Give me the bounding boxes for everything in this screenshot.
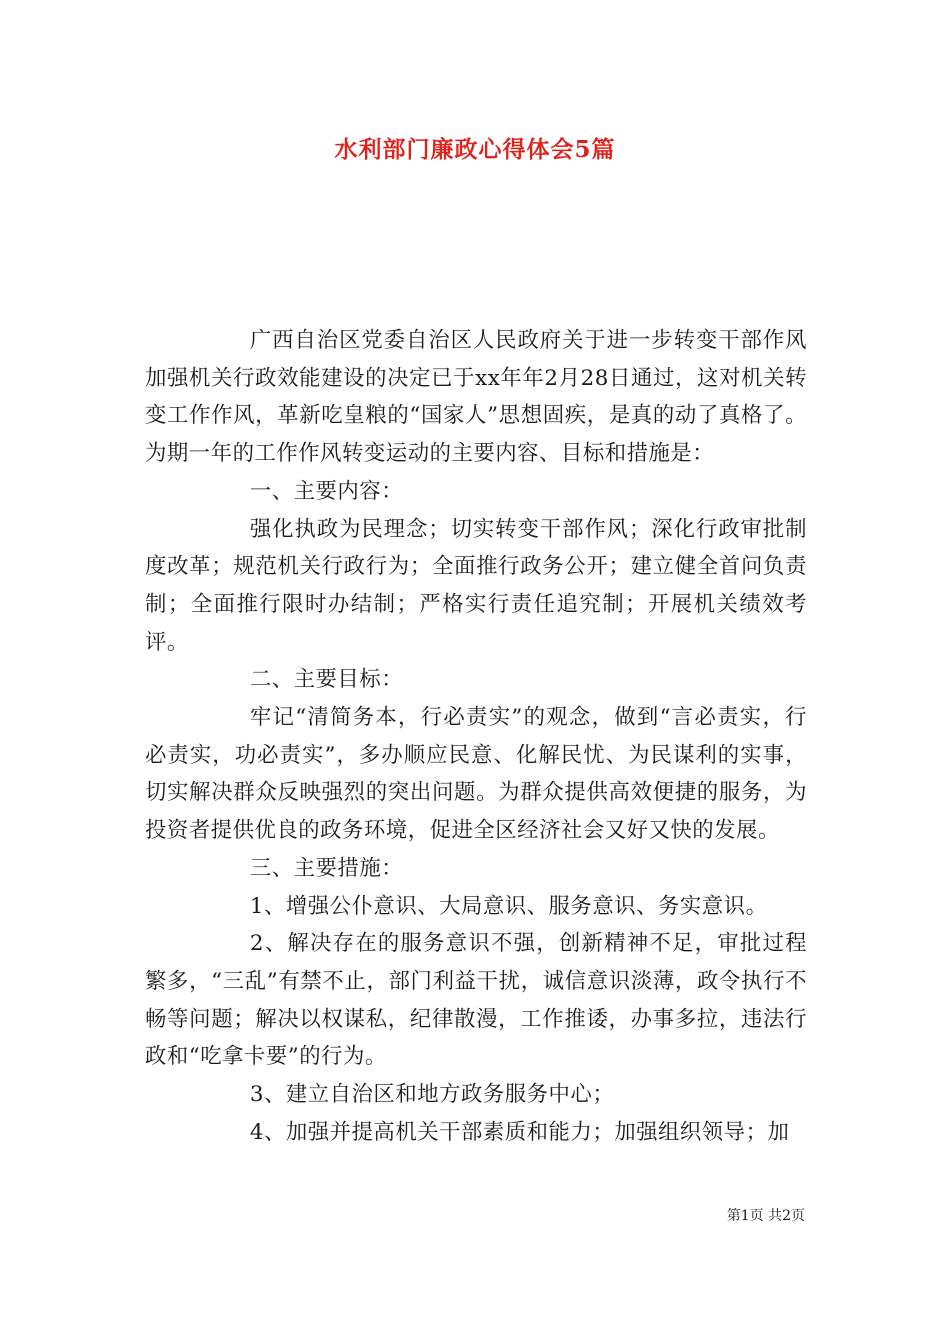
heading-main-measures: 三、主要措施： [249,855,404,881]
document-body [145,322,807,1151]
paragraph-main-content: 强化执政为民理念；切实转变干部作风；深化行政审批制度改革；规范机关行政行为；全面推行政务公开；建立健全首问负责制；全面推行限时办结制；严格实行责任追究制；开展机关绩效考评。 [145,516,807,655]
paragraph-main-goals: 牢记“清简务本，行必责实”的观念，做到“言必责实，行必责实，功必责实”，多办顺应民意、化解民忧、为民谋利的实事，切实解决群众反映强烈的突出问题。为群众提供高效便捷的服务，为投资者提供优良的政务环境，促进全区经济社会又好又快的发展。 [145,705,807,844]
measure-item-2: 2、解决存在的服务意识不强，创新精神不足，审批过程繁多，“三乱”有禁不止，部门利益干扰，诚信意识淡薄，政令执行不畅等问题；解决以权谋私，纪律散漫，工作推诿，办事多拉，违法行政和“吃拿卡要”的行为。 [145,931,807,1070]
measure-item-3: 3、建立自治区和地方政务服务中心； [249,1082,615,1108]
heading-main-goals: 二、主要目标： [249,667,404,693]
heading-main-content: 一、主要内容： [249,478,404,504]
page-number-footer: 第1页 共2页 [726,1208,805,1224]
paragraph-intro: 广西自治区党委自治区人民政府关于进一步转变干部作风加强机关行政效能建设的决定已于xx年年2月28日通过，这对机关转变工作作风，革新吃皇粮的“国家人”思想固疾，是真的动了真格了。为期一年的工作作风转变运动的主要内容、目标和措施是： [145,328,807,467]
measure-item-1: 1、增强公仆意识、大局意识、服务意识、务实意识。 [249,893,768,919]
measure-item-4: 4、加强并提高机关干部素质和能力；加强组织领导；加 [249,1119,790,1145]
document-title: 水利部门廉政心得体会5篇 [334,136,616,163]
